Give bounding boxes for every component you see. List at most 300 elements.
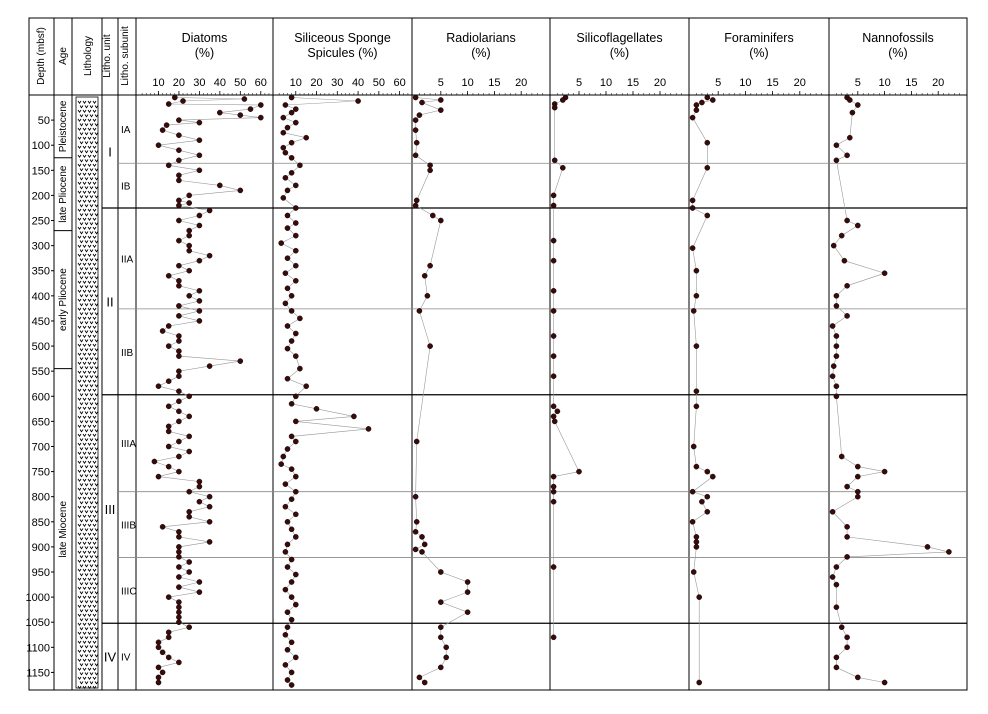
data-point xyxy=(293,233,298,238)
data-point xyxy=(293,534,298,539)
lithology-mark xyxy=(80,250,83,252)
lithology-mark xyxy=(93,137,96,139)
data-point xyxy=(160,524,165,529)
data-point xyxy=(694,344,699,349)
depth-tick-label: 150 xyxy=(31,165,50,178)
data-point xyxy=(414,439,419,444)
depth-tick-label: 300 xyxy=(31,240,50,253)
lithology-mark xyxy=(88,425,91,427)
lithology-mark xyxy=(95,403,98,405)
lithology-mark xyxy=(95,331,98,333)
lithology-mark xyxy=(93,596,96,598)
data-point xyxy=(417,113,422,118)
lithology-mark xyxy=(88,101,91,103)
lithology-mark xyxy=(80,475,83,477)
lithology-mark xyxy=(83,470,86,472)
lithology-mark xyxy=(95,322,98,324)
lithology-mark xyxy=(93,281,96,283)
data-point xyxy=(413,95,418,100)
lithology-mark xyxy=(85,628,88,630)
lithology-mark xyxy=(90,421,93,423)
panel-title: Nannofossils xyxy=(862,31,934,45)
lithology-mark xyxy=(85,493,88,495)
lithology-mark xyxy=(78,425,81,427)
data-point xyxy=(293,331,298,336)
axis-tick-label: 5 xyxy=(575,77,583,89)
lithology-mark xyxy=(80,223,83,225)
lithology-mark xyxy=(95,349,98,351)
lithology-mark xyxy=(83,389,86,391)
data-point xyxy=(690,198,695,203)
data-point xyxy=(850,110,855,115)
lithology-mark xyxy=(93,227,96,229)
data-point xyxy=(855,494,860,499)
lithology-mark xyxy=(78,128,81,130)
data-point xyxy=(187,268,192,273)
lithology-mark xyxy=(85,511,88,513)
lithology-mark xyxy=(83,263,86,265)
lithology-mark xyxy=(78,659,81,661)
lithology-mark xyxy=(90,529,93,531)
subunit-label: IIIC xyxy=(121,586,137,598)
lithology-mark xyxy=(78,155,81,157)
lithology-mark xyxy=(88,587,91,589)
depth-tick-label: 200 xyxy=(31,190,50,203)
lithology-mark xyxy=(80,196,83,198)
lithology-mark xyxy=(80,115,83,117)
lithology-mark xyxy=(95,133,98,135)
lithology-mark xyxy=(95,664,98,666)
lithology-mark xyxy=(93,407,96,409)
lithology-mark xyxy=(90,403,93,405)
data-point xyxy=(176,409,181,414)
lithology-mark xyxy=(95,439,98,441)
lithology-mark xyxy=(95,151,98,153)
axis-tick-label: 30 xyxy=(193,77,206,89)
data-point xyxy=(238,188,243,193)
lithology-mark xyxy=(80,511,83,513)
lithology-mark xyxy=(83,335,86,337)
lithology-mark xyxy=(85,547,88,549)
lithology-mark xyxy=(80,466,83,468)
lithology-mark xyxy=(93,299,96,301)
lithology-mark xyxy=(90,241,93,243)
data-point xyxy=(176,549,181,554)
data-point xyxy=(690,115,695,120)
data-point xyxy=(551,374,556,379)
data-point xyxy=(694,293,699,298)
data-point xyxy=(413,118,418,123)
data-point xyxy=(283,504,288,509)
lithology-mark xyxy=(95,394,98,396)
data-point xyxy=(176,419,181,424)
data-point xyxy=(156,143,161,148)
lithology-mark xyxy=(80,232,83,234)
lithology-mark xyxy=(93,182,96,184)
lithology-mark xyxy=(78,245,81,247)
data-point xyxy=(285,286,290,291)
lithology-mark xyxy=(90,349,93,351)
lithology-mark xyxy=(88,380,91,382)
data-point xyxy=(293,439,298,444)
data-point xyxy=(283,175,288,180)
data-point xyxy=(176,148,181,153)
data-point xyxy=(166,630,171,635)
lithology-mark xyxy=(90,232,93,234)
data-point xyxy=(176,439,181,444)
data-point xyxy=(283,662,288,667)
lithology-mark xyxy=(78,677,81,679)
depth-tick-label: 650 xyxy=(31,416,50,429)
data-point xyxy=(834,605,839,610)
lithology-mark xyxy=(85,232,88,234)
lithology-mark xyxy=(88,344,91,346)
lithology-mark xyxy=(83,524,86,526)
lithology-mark xyxy=(80,619,83,621)
lithology-mark xyxy=(83,488,86,490)
subunit-label: IA xyxy=(121,125,131,137)
lithology-mark xyxy=(80,205,83,207)
data-point xyxy=(845,645,850,650)
lithology-mark xyxy=(95,493,98,495)
data-point xyxy=(834,333,839,338)
lithology-mark xyxy=(93,479,96,481)
depth-tick-label: 500 xyxy=(31,341,50,354)
data-point xyxy=(855,223,860,228)
data-point xyxy=(855,489,860,494)
lithology-mark xyxy=(90,268,93,270)
data-point xyxy=(834,655,839,660)
data-point xyxy=(694,389,699,394)
panel-unit: (%) xyxy=(888,46,908,60)
lithology-mark xyxy=(85,475,88,477)
lithology-mark xyxy=(90,430,93,432)
data-point xyxy=(285,677,290,682)
lithology-mark xyxy=(93,398,96,400)
lithology-mark xyxy=(93,146,96,148)
lithology-mark xyxy=(80,592,83,594)
data-point xyxy=(705,165,710,170)
lithology-mark xyxy=(85,142,88,144)
data-point xyxy=(691,569,696,574)
data-point xyxy=(845,313,850,318)
lithology-mark xyxy=(90,619,93,621)
lithology-mark xyxy=(95,655,98,657)
lithology-mark xyxy=(80,367,83,369)
lithology-mark xyxy=(85,457,88,459)
lithology-mark xyxy=(93,587,96,589)
data-point xyxy=(413,153,418,158)
lithology-mark xyxy=(90,655,93,657)
panel-radiolarians xyxy=(413,31,543,685)
data-point xyxy=(197,168,202,173)
lithology-mark xyxy=(78,119,81,121)
lithology-mark xyxy=(78,524,81,526)
lithology-mark xyxy=(88,398,91,400)
lithology-mark xyxy=(90,295,93,297)
data-point xyxy=(697,680,702,685)
lithology-mark xyxy=(80,358,83,360)
lithology-mark xyxy=(83,254,86,256)
lithology-mark xyxy=(90,502,93,504)
axis-tick-label: 60 xyxy=(254,77,267,89)
lithology-mark xyxy=(93,578,96,580)
data-point xyxy=(187,449,192,454)
lithology-mark xyxy=(90,592,93,594)
axis-tick-label: 30 xyxy=(331,77,344,89)
lithology-mark xyxy=(80,331,83,333)
lithology-mark xyxy=(85,322,88,324)
data-point xyxy=(176,283,181,288)
data-point xyxy=(285,446,290,451)
lithology-mark xyxy=(80,502,83,504)
series-line xyxy=(554,98,579,638)
data-point xyxy=(289,617,294,622)
data-point xyxy=(160,670,165,675)
lithology-mark xyxy=(83,677,86,679)
data-point xyxy=(830,509,835,514)
data-point xyxy=(176,278,181,283)
series-line xyxy=(416,98,468,683)
lithology-mark xyxy=(78,362,81,364)
lithology-mark xyxy=(88,461,91,463)
data-point xyxy=(297,366,302,371)
lithology-mark xyxy=(85,682,88,684)
lithology-mark xyxy=(80,682,83,684)
lithology-mark xyxy=(78,650,81,652)
lithology-mark xyxy=(83,578,86,580)
lithology-mark xyxy=(78,299,81,301)
lithology-mark xyxy=(85,205,88,207)
data-point xyxy=(285,610,290,615)
data-point xyxy=(839,454,844,459)
lithology-mark xyxy=(90,277,93,279)
lithology-mark xyxy=(95,232,98,234)
data-point xyxy=(176,454,181,459)
lithology-mark xyxy=(93,128,96,130)
data-point xyxy=(176,544,181,549)
panel-unit: (%) xyxy=(609,46,630,60)
data-point xyxy=(258,102,263,107)
lithology-mark xyxy=(95,268,98,270)
lithology-mark xyxy=(85,403,88,405)
data-point xyxy=(705,509,710,514)
lithology-mark xyxy=(85,178,88,180)
lithology-mark xyxy=(90,331,93,333)
lithology-mark xyxy=(85,412,88,414)
lithology-mark xyxy=(83,614,86,616)
lithology-mark xyxy=(93,443,96,445)
lithology-mark xyxy=(90,205,93,207)
data-point xyxy=(283,632,288,637)
lithology-mark xyxy=(78,614,81,616)
lithology-mark xyxy=(93,659,96,661)
data-point xyxy=(238,359,243,364)
age-label: late Miocene xyxy=(58,500,69,558)
data-point xyxy=(705,213,710,218)
lithology-mark xyxy=(90,151,93,153)
lithology-mark xyxy=(83,434,86,436)
data-point xyxy=(438,600,443,605)
data-point xyxy=(197,213,202,218)
data-point xyxy=(465,579,470,584)
lithology-mark xyxy=(93,560,96,562)
lithology-mark xyxy=(85,385,88,387)
lithology-mark xyxy=(93,353,96,355)
lithology-mark xyxy=(90,358,93,360)
lithology-mark xyxy=(83,191,86,193)
data-point xyxy=(293,489,298,494)
lithology-mark xyxy=(80,538,83,540)
lithology-mark xyxy=(88,416,91,418)
data-point xyxy=(285,256,290,261)
lithology-mark xyxy=(88,542,91,544)
lithology-mark xyxy=(95,556,98,558)
data-point xyxy=(187,228,192,233)
depth-tick-label: 600 xyxy=(31,391,50,404)
lithology-mark xyxy=(95,448,98,450)
lithology-mark xyxy=(83,290,86,292)
lithology-mark xyxy=(78,317,81,319)
data-point xyxy=(197,258,202,263)
lithology-mark xyxy=(88,326,91,328)
data-point xyxy=(187,394,192,399)
data-point xyxy=(166,655,171,660)
data-point xyxy=(351,414,356,419)
data-point xyxy=(444,655,449,660)
panel-siliceous-sponge-spicules xyxy=(279,31,408,688)
lithology-mark xyxy=(80,601,83,603)
data-point xyxy=(422,680,427,685)
data-point xyxy=(176,218,181,223)
lithology-box xyxy=(76,97,98,688)
data-point xyxy=(413,203,418,208)
data-point xyxy=(845,153,850,158)
lithology-mark xyxy=(90,457,93,459)
lithology-mark xyxy=(90,475,93,477)
data-point xyxy=(207,539,212,544)
data-point xyxy=(694,544,699,549)
lithology-mark xyxy=(95,277,98,279)
lithology-mark xyxy=(80,574,83,576)
lithology-mark xyxy=(85,133,88,135)
data-point xyxy=(187,243,192,248)
data-point xyxy=(289,95,294,100)
data-point xyxy=(285,323,290,328)
lithology-mark xyxy=(93,263,96,265)
lithology-mark xyxy=(78,452,81,454)
lithology-mark xyxy=(83,416,86,418)
lithology-mark xyxy=(93,533,96,535)
lithology-mark xyxy=(88,164,91,166)
data-point xyxy=(166,464,171,469)
lithology-mark xyxy=(78,587,81,589)
data-point xyxy=(176,605,181,610)
lithology-mark xyxy=(95,286,98,288)
lithology-mark xyxy=(85,556,88,558)
lithology-mark xyxy=(78,497,81,499)
lithology-mark xyxy=(88,524,91,526)
data-point xyxy=(176,338,181,343)
lithology-mark xyxy=(93,677,96,679)
lithology-mark xyxy=(95,367,98,369)
lithology-mark xyxy=(85,259,88,261)
lithology-mark xyxy=(80,547,83,549)
lithology-mark xyxy=(83,317,86,319)
lithology-mark xyxy=(85,349,88,351)
data-point xyxy=(417,675,422,680)
lithology-mark xyxy=(88,434,91,436)
data-point xyxy=(187,293,192,298)
lithology-mark xyxy=(95,529,98,531)
lithology-mark xyxy=(80,124,83,126)
panel-unit: Spicules (%) xyxy=(307,46,378,60)
lithology-mark xyxy=(83,200,86,202)
lithology-mark xyxy=(95,187,98,189)
lithology-mark xyxy=(83,668,86,670)
lithology-mark xyxy=(88,632,91,634)
data-point xyxy=(839,233,844,238)
lithology-mark xyxy=(85,286,88,288)
lithology-mark xyxy=(83,173,86,175)
data-point xyxy=(248,107,253,112)
lithology-mark xyxy=(83,164,86,166)
data-point xyxy=(422,273,427,278)
lithology-mark xyxy=(90,601,93,603)
lithology-mark xyxy=(78,578,81,580)
data-point xyxy=(465,610,470,615)
lithology-mark xyxy=(88,551,91,553)
data-point xyxy=(293,248,298,253)
lithology-mark xyxy=(93,434,96,436)
data-point xyxy=(694,102,699,107)
data-point xyxy=(413,547,418,552)
lithology-mark xyxy=(95,124,98,126)
data-point xyxy=(197,499,202,504)
lithology-mark xyxy=(93,110,96,112)
data-point xyxy=(197,288,202,293)
lithology-mark xyxy=(83,407,86,409)
data-point xyxy=(293,220,298,225)
lithology-mark xyxy=(78,110,81,112)
lithology-mark xyxy=(83,245,86,247)
data-point xyxy=(428,263,433,268)
data-point xyxy=(176,203,181,208)
lithology-mark xyxy=(88,578,91,580)
lithology-mark xyxy=(88,200,91,202)
lithology-pattern xyxy=(76,97,98,688)
panel-title: Foraminifers xyxy=(724,31,794,45)
axis-tick-label: 20 xyxy=(515,77,528,89)
data-point xyxy=(555,409,560,414)
data-point xyxy=(293,419,298,424)
data-point xyxy=(160,128,165,133)
data-point xyxy=(289,338,294,343)
lithology-mark xyxy=(90,187,93,189)
lithology-mark xyxy=(80,259,83,261)
depth-tick-label: 250 xyxy=(31,215,50,228)
lithology-mark xyxy=(80,520,83,522)
lithology-mark xyxy=(95,673,98,675)
data-point xyxy=(690,205,695,210)
lithology-mark xyxy=(83,137,86,139)
data-panels xyxy=(142,31,960,688)
subunit-column-header: Litho. subunit xyxy=(120,26,131,86)
lithology-mark xyxy=(95,160,98,162)
lithology-mark xyxy=(78,137,81,139)
data-point xyxy=(293,120,298,125)
data-point xyxy=(176,399,181,404)
